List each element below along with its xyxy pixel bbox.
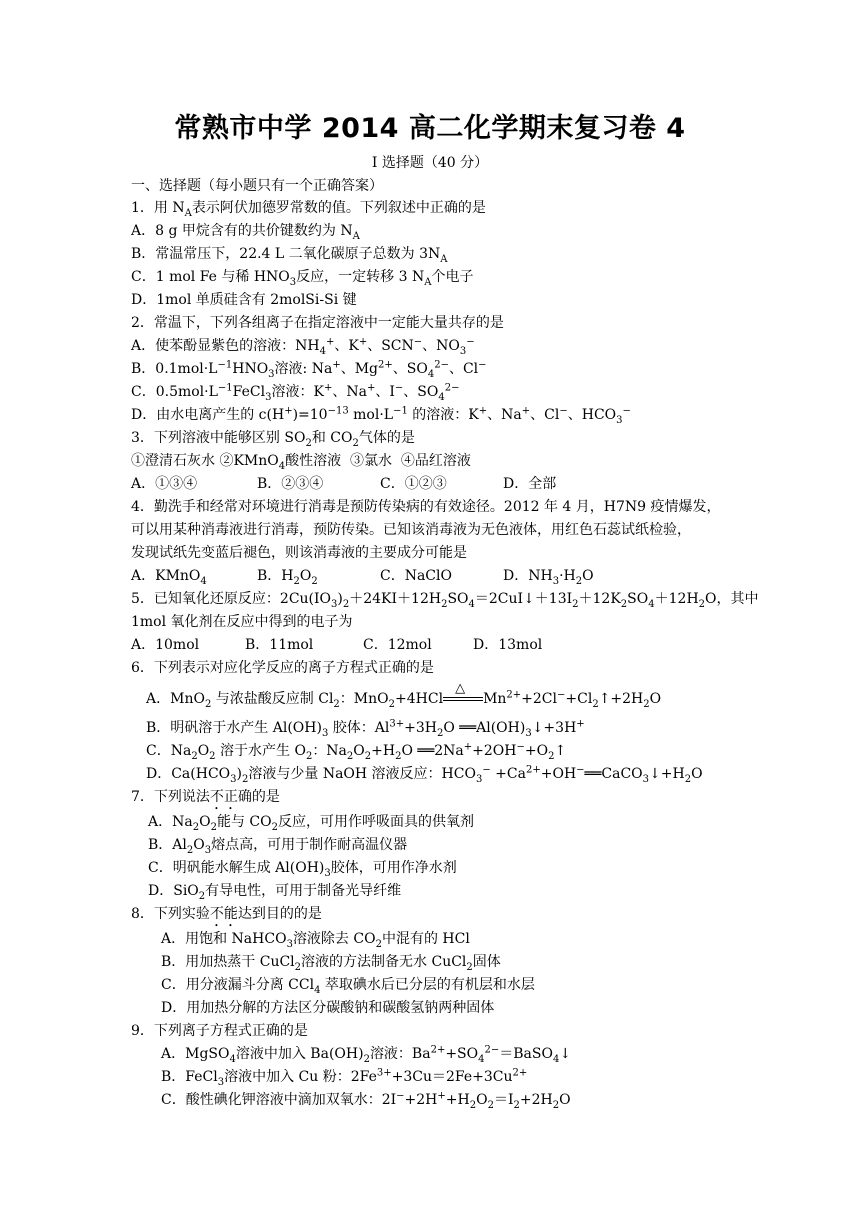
question-9-option-b: B．FeCl$_3$溶液中加入 Cu 粉：$2Fe^{3+}+3Cu=2Fe+3Cu^{2+}$: [161, 1067, 528, 1088]
question-5-option-c: C．12mol: [363, 637, 432, 653]
question-4-line-2: 可以用某种消毒液进行消毒，预防传染。已知该消毒液为无色液体，用红色石蕊试纸检验，: [131, 522, 691, 538]
question-4-option-c: C．NaClO: [380, 568, 452, 584]
question-3-option-c: C．①②③: [380, 476, 447, 492]
question-4-line-3: 发现试纸先变蓝后褪色，则该消毒液的主要成分可能是: [131, 545, 467, 561]
question-9-option-c: C．酸性碘化钾溶液中滴加双氧水：$2I^-+2H^++H_2O_2=I_2+2H_2O$: [161, 1090, 571, 1111]
emphasis-text: 不能: [209, 906, 238, 922]
question-2-option-d: D．由水电离产生的 $c(H^+)=10^{-13}$ $mol\cdot L^{-1}$ 的溶液：K+、Na+、Cl−、$HCO_3^-$: [131, 405, 631, 426]
question-5-option-d: D．13mol: [473, 637, 543, 653]
question-8-option-c: C．用分液漏斗分离 CCl$_4$ 萃取碘水后已分层的有机层和水层: [161, 977, 535, 996]
question-4-option-a: A．KMnO$_4$: [131, 568, 207, 587]
question-7-stem: 7．下列说法不正确的是: [131, 789, 280, 805]
question-3-option-b: B．②③④: [257, 476, 324, 492]
question-4-option-d: D．$NH_3\cdot H_2O$: [503, 568, 594, 587]
page-title: 常熟市中学 2014 高二化学期末复习卷 4: [174, 113, 686, 144]
instructions: 一、选择题（每小题只有一个正确答案）: [131, 178, 383, 194]
question-3-option-a: A．①③④: [131, 476, 198, 492]
question-1-option-d: D．1mol 单质硅含有 2molSi-Si 键: [131, 292, 357, 308]
question-4-option-b: B．$H_2O_2$: [257, 568, 318, 587]
question-6-option-b: B．明矾溶于水产生 $Al(OH)_3$ 胶体：$Al^{3+}+3H_2O$ $══Al(OH)_3↓+3H^+$: [146, 718, 585, 739]
question-8-option-a: A．用饱和 NaHCO$_3$溶液除去 $CO_2$中混有的 HCl: [161, 931, 470, 950]
question-2-option-b: B．$0.1mol\cdot L^{-1}HNO_3$溶液: Na+、$Mg^{2+}$、$SO_4^{2-}$、Cl−: [131, 359, 487, 380]
question-1-option-c: C．1 mol Fe 与稀 $HNO_3$反应，一定转移 3 $N_A$个电子: [131, 269, 474, 288]
question-1-option-b: B．常温常压下，22.4 L 二氧化碳原子总数为 $3N_A$: [131, 246, 448, 265]
question-9-option-a: A．MgSO$_4$溶液中加入 $Ba(OH)_2$溶液：$Ba^{2+}+SO_4^{2-}=BaSO_4↓$: [161, 1044, 572, 1065]
question-6-option-d: D．$Ca(HCO_3)_2$溶液与少量 NaOH 溶液反应：$HCO_3^-$ $+Ca^{2+}+OH^-══CaCO_3↓+H_2O$: [146, 764, 703, 785]
question-3-stem: 3．下列溶液中能够区别 $SO_2$和 $CO_2$气体的是: [131, 430, 415, 449]
question-6-option-c: C．$Na_2O_2$ 溶于水产生 $O_2$：$Na_2O_2+H_2O$ $══2Na^++2OH^-+O_2↑$: [146, 741, 567, 762]
question-7-option-c: C．明矾能水解生成 $Al(OH)_3$胶体，可用作净水剂: [148, 860, 457, 879]
question-2-stem: 2．常温下，下列各组离子在指定溶液中一定能大量共存的是: [131, 315, 504, 331]
heat-triangle-icon: △: [455, 681, 466, 696]
section-heading: I 选择题（40 分）: [371, 155, 489, 171]
question-1-stem: 1．用 $N_A$表示阿伏加德罗常数的值。下列叙述中正确的是: [131, 200, 486, 219]
question-6-option-a: A．MnO$_2$ 与浓盐酸反应制 $Cl_2$：MnO$_2$+4HCl △ $Mn^{2+}+2Cl^-+Cl_2↑+2H_2O$: [146, 681, 662, 710]
question-5-option-a: A．10mol: [131, 637, 200, 653]
question-8-option-b: B．用加热蒸干 CuCl$_2$溶液的方法制备无水 CuCl$_2$固体: [161, 954, 501, 973]
question-5-line-1: 5．已知氧化还原反应：$2Cu(IO_3)_2+24KI+12H_2SO_4=2CuI↓+13I_2+12K_2SO_4+12H_2O$，其中: [131, 591, 759, 610]
question-5-option-b: B．11mol: [245, 637, 314, 653]
emphasis-text: 不正: [209, 789, 238, 805]
question-3-option-d: D．全部: [503, 476, 557, 492]
question-8-option-d: D．用加热分解的方法区分碳酸钠和碳酸氢钠两种固体: [161, 1000, 495, 1016]
question-8-stem: 8．下列实验不能达到目的的是: [131, 906, 322, 922]
question-3-items: ①澄清石灰水 ②KMnO$_4$酸性溶液 ③氯水 ④品红溶液: [131, 453, 471, 472]
question-4-line-1: 4．勤洗手和经常对环境进行消毒是预防传染病的有效途径。2012 年 4 月，H7N9 疫情爆发，: [131, 499, 721, 515]
question-7-option-a: A．$Na_2O_2$能与 $CO_2$反应，可用作呼吸面具的供氧剂: [148, 814, 474, 833]
question-7-option-d: D．SiO$_2$有导电性，可用于制备光导纤维: [148, 883, 402, 902]
question-2-option-a: A．使苯酚显紫色的溶液：$NH_4^+$、K+、SCN−、$NO_3^-$: [131, 336, 475, 357]
question-2-option-c: C．$0.5mol\cdot L^{-1}FeCl_3$溶液：K+、Na+、I−、$SO_4^{2-}$: [131, 382, 460, 403]
question-5-line-2: 1mol 氧化剂在反应中得到的电子为: [131, 614, 353, 630]
question-9-stem: 9．下列离子方程式正确的是: [131, 1023, 308, 1039]
heat-equals-sign: [443, 681, 483, 704]
question-6-stem: 6．下列表示对应化学反应的离子方程式正确的是: [131, 660, 434, 676]
question-1-option-a: A．8 g 甲烷含有的共价键数约为 $N_A$: [131, 223, 360, 242]
question-7-option-b: B．$Al_2O_3$熔点高，可用于制作耐高温仪器: [148, 837, 408, 856]
